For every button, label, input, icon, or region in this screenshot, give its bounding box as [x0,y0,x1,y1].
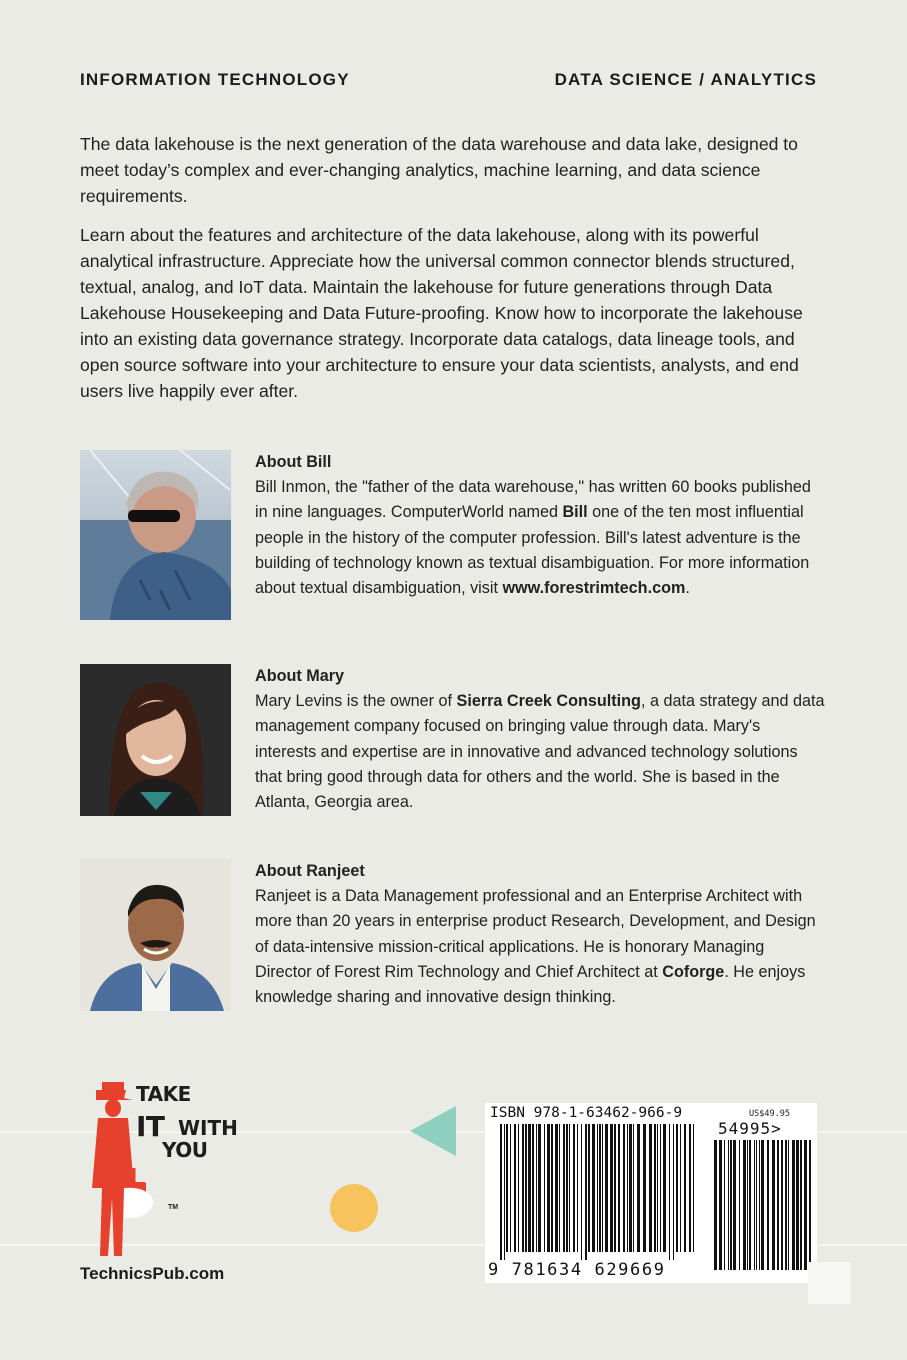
barcode-bar [633,1124,634,1252]
mary-photo [80,664,231,816]
barcode-bar [673,1124,674,1260]
logo-text-with: WITH [178,1116,238,1140]
barcode-bar [643,1124,646,1252]
barcode-bar [654,1124,656,1252]
barcode-bar [585,1124,587,1260]
logo-text-it: IT [136,1110,165,1143]
barcode-bar [693,1124,694,1252]
barcode-bar [777,1140,779,1270]
barcode-bar [781,1140,783,1270]
barcode-bar [500,1124,502,1260]
price-code: 54995> [718,1119,782,1138]
barcode-bar [563,1124,565,1252]
bill-photo [80,450,231,620]
barcode-bar [759,1140,760,1270]
barcode-bar [684,1124,686,1252]
barcode-bar [577,1124,578,1252]
ranjeet-photo [80,859,231,1011]
barcode-bar [796,1140,799,1270]
mary-heading: About Mary [255,667,345,685]
barcode-bar [555,1124,558,1252]
mary-bio [255,689,825,815]
header-categories [80,70,817,92]
ranjeet-heading: About Ranjeet [255,862,365,880]
barcode-bar [804,1140,807,1270]
barcode-bar [588,1124,590,1252]
addon-barcode-bars [712,1140,812,1278]
bill-bio [255,475,825,601]
ranjeet-bio [255,884,825,1010]
barcode-bar [809,1140,811,1270]
barcode-bar [733,1140,736,1270]
barcode-bar [623,1124,625,1252]
barcode-bar [792,1140,795,1270]
barcode-bar [597,1124,598,1252]
ranjeet-bio-part-1: Ranjeet is a Data Management professional and an Enterprise Architect with more than 20 years in enterprise product Research, Development, and Design of data-intensive mission-critical applications. He is honorary Managing Director of Forest Rim Technology and Chief Architect at [255,887,816,981]
mary-bio-part-2: , a data strategy and data management company focused on bringing value through data. Mary's interests and expertise are in innovative and advanced technology solutions that bring good through data for others and the world. She is based in the Atlanta, Georgia area. [255,692,825,812]
ean-barcode-bars [498,1124,698,1260]
barcode-bar [660,1124,661,1252]
barcode-bar [747,1140,748,1270]
bill-bio-part-2: one of the ten most influential people in the history of the computer profession. Bill's latest adventure is the building of technology known as textual disambiguation. For more information about textual disambiguation, visit [255,503,810,598]
category-right: DATA SCIENCE / ANALYTICS [554,70,817,89]
barcode-bar [525,1124,527,1252]
barcode-bar [592,1124,595,1252]
barcode-bar [551,1124,553,1252]
bill-bio-name: Bill [562,503,588,522]
barcode-bar [544,1124,545,1252]
bill-heading: About Bill [255,453,332,471]
barcode-bar [547,1124,550,1252]
description-paragraph-1: The data lakehouse is the next generation of the data warehouse and data lake, designed to meet today’s complex and ever-changing analytics, machine learning, and data science requirements. [80,134,798,206]
barcode-bar [756,1140,757,1270]
barcode-bar [610,1124,613,1252]
mary-company: Sierra Creek Consulting [456,692,641,711]
barcode-bar [743,1140,746,1270]
barcode-bar [629,1124,632,1252]
barcode-bar [724,1140,725,1270]
barcode-bar [559,1124,560,1252]
barcode-bar [599,1124,601,1252]
barcode-bar [514,1124,516,1252]
barcode-bar [581,1124,582,1260]
barcode-bar [730,1140,732,1270]
barcode-bar [649,1124,652,1252]
barcode-bar [528,1124,531,1252]
publisher-website: TechnicsPub.com [80,1264,225,1283]
price-label: US$49.95 [749,1109,790,1119]
barcode-bar [680,1124,681,1252]
barcode-bar [714,1140,717,1270]
description-paragraph-2: Learn about the features and architecture of the data lakehouse, along with its powerful analytical infrastructure. Appreciate how the universal common connector blends structured, textual, analog, and IoT data. Maintain the lakehouse for future generations through Data Lakehouse Housekeeping and Data Future-proofing. Know how to incorporate the lakehouse into an existing data governance strategy. Incorporate data catalogs, data lineage tools, and open source software into your architecture to ensure your data scientists, analysts, and end users live happily ever after. [80,225,803,401]
barcode-bar [669,1124,670,1260]
barcode-bar [618,1124,620,1252]
barcode-bar [767,1140,769,1270]
barcode-bar [510,1124,511,1252]
corner-square [808,1262,851,1304]
logo-text-take: TAKE [136,1082,191,1106]
category-left: INFORMATION TECHNOLOGY [80,70,350,89]
ranjeet-company: Coforge [662,962,725,981]
bill-bio-part-3: . [685,579,690,598]
barcode-bar [676,1124,678,1252]
barcode-bar [569,1124,570,1252]
barcode-bar [788,1140,789,1270]
barcode-bar [689,1124,691,1252]
barcode-bar [522,1124,524,1252]
barcode-bar [637,1124,640,1252]
barcode-bar [536,1124,537,1252]
teal-triangle [410,1106,456,1156]
barcode-bar [627,1124,628,1252]
mary-bio-part-1: Mary Levins is the owner of [255,692,457,711]
isbn-number: ISBN 978-1-63462-966-9 [490,1105,683,1121]
barcode-bar [749,1140,751,1270]
logo-text-you: YOU [162,1138,208,1162]
barcode-bar [739,1140,740,1270]
bill-bio-part-1: Bill Inmon, the "father of the data warehouse," has written 60 books published in nine languages. ComputerWorld named [255,478,811,522]
barcode-bar [728,1140,729,1270]
barcode-bar [566,1124,568,1252]
barcode-bar [772,1140,775,1270]
barcode-bar [761,1140,764,1270]
bill-website: www.forestrimtech.com [502,579,686,598]
barcode-bar [614,1124,616,1252]
barcode-bar [800,1140,802,1270]
barcode-bar [538,1124,541,1252]
ranjeet-bio-part-2: . He enjoys knowledge sharing and innovative design thinking. [255,962,806,1007]
barcode-bar [657,1124,658,1252]
barcode-bar [605,1124,608,1252]
barcode-bar [504,1124,505,1260]
yellow-dot [330,1184,378,1232]
barcode-bar [719,1140,722,1270]
barcode-bar [663,1124,666,1252]
trademark-mark: TM [168,1204,179,1211]
barcode-bar [602,1124,603,1252]
barcode-bar [518,1124,519,1252]
barcode-bar [754,1140,755,1270]
ean-digits: 9 781634 629669 [488,1260,666,1280]
barcode-bar [506,1124,508,1252]
barcode-bar [532,1124,534,1252]
barcode-bar [785,1140,787,1270]
barcode-bar [573,1124,575,1252]
